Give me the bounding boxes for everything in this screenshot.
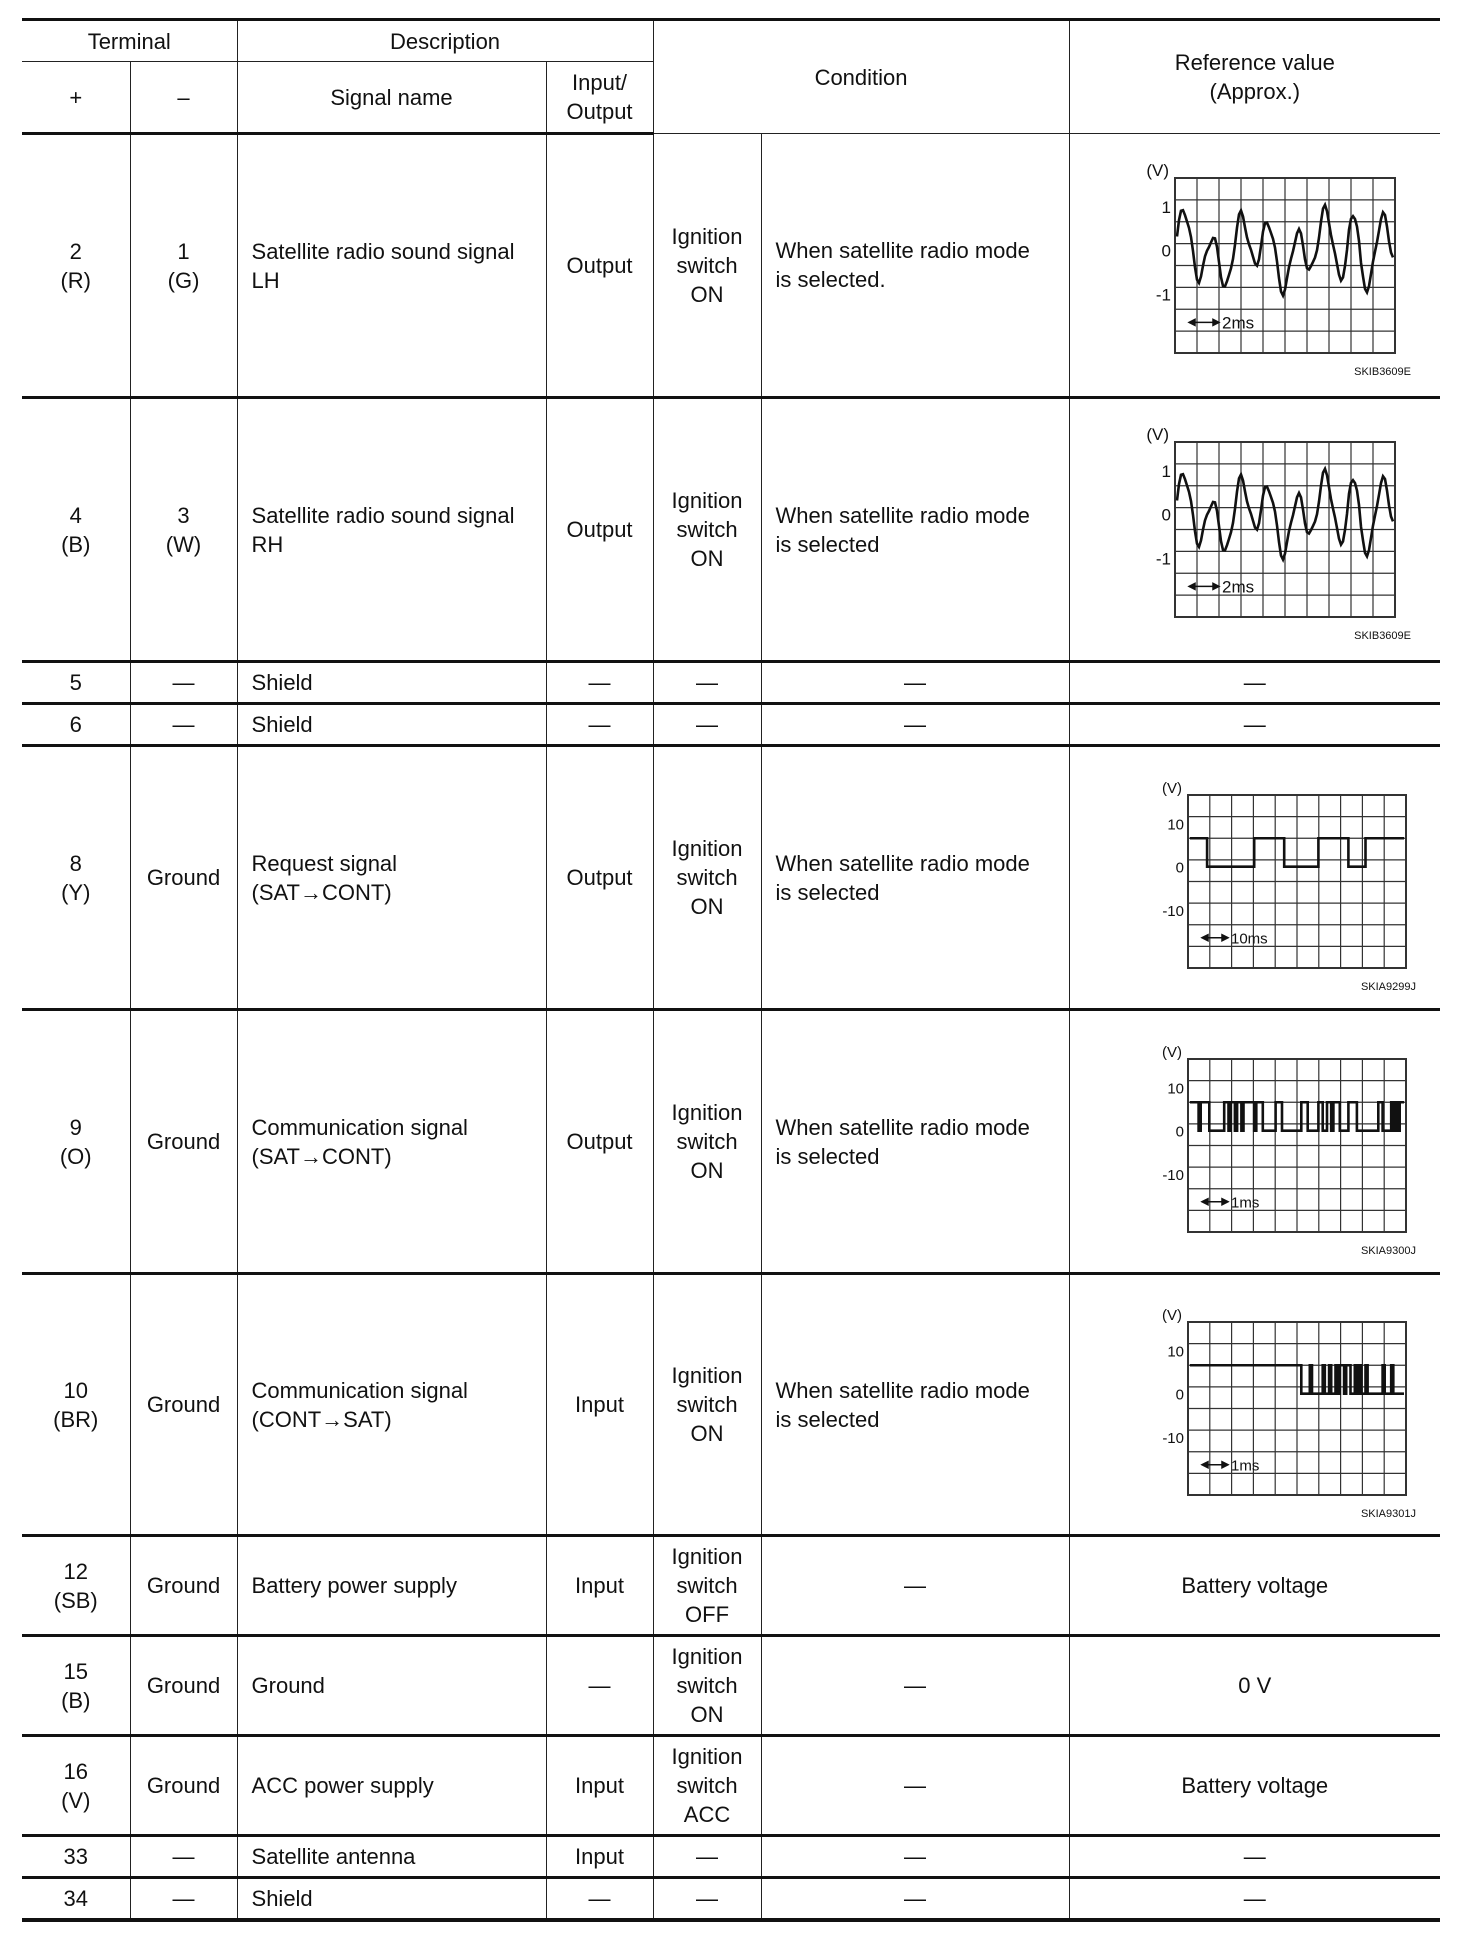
table-row [22, 1010, 1440, 1274]
terminal-minus: — [130, 1878, 237, 1920]
terminal-minus: — [130, 662, 237, 704]
terminal-plus: 8 (Y) [22, 746, 130, 1010]
signal-name: Shield [237, 704, 546, 746]
time-division-marker [1189, 583, 1219, 589]
condition-detail: — [761, 1536, 1069, 1636]
condition-detail: When satellite radio mode is selected [761, 746, 1069, 1010]
terminal-plus: 6 [22, 704, 130, 746]
waveform-y-tick: 0 [1175, 1123, 1184, 1141]
terminal-plus: 12 (SB) [22, 1536, 130, 1636]
table-row [22, 746, 1440, 1010]
table-row [22, 398, 1440, 662]
signal-name: Request signal (SAT→CONT) [237, 746, 546, 1010]
waveform-y-tick: -1 [1155, 549, 1171, 569]
time-division-label: 1ms [1230, 1457, 1260, 1475]
figure-code: SKIA9300J [1360, 1245, 1416, 1257]
condition-detail: — [761, 1636, 1069, 1736]
table-body [22, 134, 1440, 1920]
reference-value: Battery voltage [1069, 1536, 1440, 1636]
condition-detail: — [761, 1878, 1069, 1920]
reference-value: 0 V [1069, 1636, 1440, 1736]
signal-name: Battery power supply [237, 1536, 546, 1636]
header-description: Description [237, 20, 653, 62]
condition-switch: — [653, 1836, 761, 1878]
waveform-y-tick: 0 [1161, 505, 1171, 525]
table-row [22, 1536, 1440, 1636]
terminal-plus: 16 (V) [22, 1736, 130, 1836]
condition-switch: Ignition switch ON [653, 1636, 761, 1736]
time-division-marker [1202, 1462, 1228, 1468]
table-row [22, 1878, 1440, 1920]
time-division-label: 10ms [1230, 930, 1268, 948]
input-output: Output [546, 134, 653, 398]
terminal-minus: Ground [130, 746, 237, 1010]
signal-name: Communication signal (CONT→SAT) [237, 1274, 546, 1536]
terminal-plus: 4 (B) [22, 398, 130, 662]
time-division-label: 1ms [1230, 1194, 1260, 1212]
input-output: Input [546, 1536, 653, 1636]
reference-value: — [1069, 1836, 1440, 1878]
condition-detail: — [761, 1736, 1069, 1836]
condition-switch: Ignition switch ON [653, 1010, 761, 1274]
table-row [22, 1274, 1440, 1536]
waveform-figure [1105, 417, 1411, 642]
terminal-plus: 34 [22, 1878, 130, 1920]
terminal-minus: 3 (W) [130, 398, 237, 662]
input-output: Input [546, 1736, 653, 1836]
signal-name: Communication signal (SAT→CONT) [237, 1010, 546, 1274]
waveform-y-tick: -10 [1162, 1166, 1184, 1184]
condition-detail: When satellite radio mode is selected [761, 1274, 1069, 1536]
terminal-plus: 15 (B) [22, 1636, 130, 1736]
header-signal-name: Signal name [237, 62, 546, 134]
figure-code: SKIA9301J [1360, 1508, 1416, 1520]
input-output: Input [546, 1836, 653, 1878]
input-output: — [546, 662, 653, 704]
waveform-y-tick: -10 [1162, 1429, 1184, 1447]
reference-value [1069, 134, 1440, 398]
signal-name: Shield [237, 1878, 546, 1920]
reference-value: — [1069, 1878, 1440, 1920]
time-division-marker [1202, 935, 1228, 941]
signal-name: Ground [237, 1636, 546, 1736]
terminal-minus: Ground [130, 1536, 237, 1636]
condition-switch: Ignition switch ACC [653, 1736, 761, 1836]
waveform-figure [1105, 1292, 1416, 1520]
terminal-minus: — [130, 704, 237, 746]
waveform-y-tick: 1 [1161, 197, 1171, 217]
input-output: Input [546, 1274, 653, 1536]
condition-detail: — [761, 704, 1069, 746]
terminal-minus: 1 (G) [130, 134, 237, 398]
waveform-unit-label: (V) [1161, 1307, 1182, 1324]
input-output: Output [546, 398, 653, 662]
condition-switch: — [653, 662, 761, 704]
terminal-minus: Ground [130, 1636, 237, 1736]
terminal-minus: Ground [130, 1274, 237, 1536]
terminal-minus: — [130, 1836, 237, 1878]
input-output: — [546, 1878, 653, 1920]
terminal-plus: 9 (O) [22, 1010, 130, 1274]
waveform-figure [1105, 765, 1416, 993]
reference-value: — [1069, 704, 1440, 746]
reference-value [1069, 398, 1440, 662]
table-row [22, 1836, 1440, 1878]
waveform-grid [1188, 1322, 1406, 1495]
header-condition: Condition [653, 20, 1069, 134]
condition-switch: Ignition switch OFF [653, 1536, 761, 1636]
signal-name: Shield [237, 662, 546, 704]
table-row [22, 134, 1440, 398]
condition-detail: When satellite radio mode is selected. [761, 134, 1069, 398]
waveform-y-tick: 0 [1175, 859, 1184, 877]
figure-code: SKIB3609E [1353, 365, 1411, 378]
waveform-grid [1188, 795, 1406, 968]
condition-detail: When satellite radio mode is selected [761, 1010, 1069, 1274]
time-division-label: 2ms [1221, 577, 1254, 597]
header-reference-value: Reference value (Approx.) [1069, 20, 1440, 134]
header-plus: + [22, 62, 130, 134]
terminal-plus: 5 [22, 662, 130, 704]
table-row [22, 1636, 1440, 1736]
input-output: — [546, 1636, 653, 1736]
input-output: Output [546, 746, 653, 1010]
header-terminal: Terminal [22, 20, 237, 62]
table-row [22, 704, 1440, 746]
figure-code: SKIA9299J [1360, 981, 1416, 993]
time-division-label: 2ms [1221, 312, 1254, 332]
waveform-y-tick: 10 [1167, 1080, 1184, 1098]
terminal-plus: 2 (R) [22, 134, 130, 398]
waveform-y-tick: 0 [1161, 241, 1171, 261]
waveform-y-tick: 10 [1167, 816, 1184, 834]
signal-name: Satellite radio sound signal RH [237, 398, 546, 662]
reference-value [1069, 1010, 1440, 1274]
condition-switch: Ignition switch ON [653, 1274, 761, 1536]
reference-value: — [1069, 662, 1440, 704]
condition-switch: — [653, 704, 761, 746]
reference-value [1069, 746, 1440, 1010]
waveform-y-tick: 1 [1161, 461, 1171, 481]
waveform-unit-label: (V) [1161, 1044, 1182, 1061]
figure-code: SKIB3609E [1353, 630, 1411, 642]
condition-switch: Ignition switch ON [653, 134, 761, 398]
terminal-plus: 10 (BR) [22, 1274, 130, 1536]
waveform-unit-label: (V) [1146, 160, 1169, 180]
terminal-plus: 33 [22, 1836, 130, 1878]
condition-detail: When satellite radio mode is selected [761, 398, 1069, 662]
waveform-figure [1105, 153, 1411, 378]
signal-name: Satellite antenna [237, 1836, 546, 1878]
waveform-y-tick: -1 [1155, 284, 1171, 304]
terminal-table [22, 18, 1440, 1922]
condition-detail: — [761, 662, 1069, 704]
waveform-grid [1188, 1059, 1406, 1232]
time-division-marker [1189, 319, 1219, 325]
table-row [22, 1736, 1440, 1836]
condition-detail: — [761, 1836, 1069, 1878]
waveform-y-tick: -10 [1162, 902, 1184, 920]
waveform-figure [1105, 1029, 1416, 1257]
signal-name: Satellite radio sound signal LH [237, 134, 546, 398]
condition-switch: Ignition switch ON [653, 746, 761, 1010]
header-minus: – [130, 62, 237, 134]
waveform-y-tick: 10 [1167, 1343, 1184, 1361]
reference-value [1069, 1274, 1440, 1536]
terminal-minus: Ground [130, 1736, 237, 1836]
table-row [22, 662, 1440, 704]
terminal-minus: Ground [130, 1010, 237, 1274]
waveform-y-tick: 0 [1175, 1386, 1184, 1404]
condition-switch: Ignition switch ON [653, 398, 761, 662]
time-division-marker [1202, 1199, 1228, 1205]
signal-name: ACC power supply [237, 1736, 546, 1836]
input-output: Output [546, 1010, 653, 1274]
condition-switch: — [653, 1878, 761, 1920]
header-input-output: Input/ Output [546, 62, 653, 134]
waveform-unit-label: (V) [1161, 780, 1182, 797]
reference-value: Battery voltage [1069, 1736, 1440, 1836]
input-output: — [546, 704, 653, 746]
waveform-unit-label: (V) [1146, 425, 1169, 444]
